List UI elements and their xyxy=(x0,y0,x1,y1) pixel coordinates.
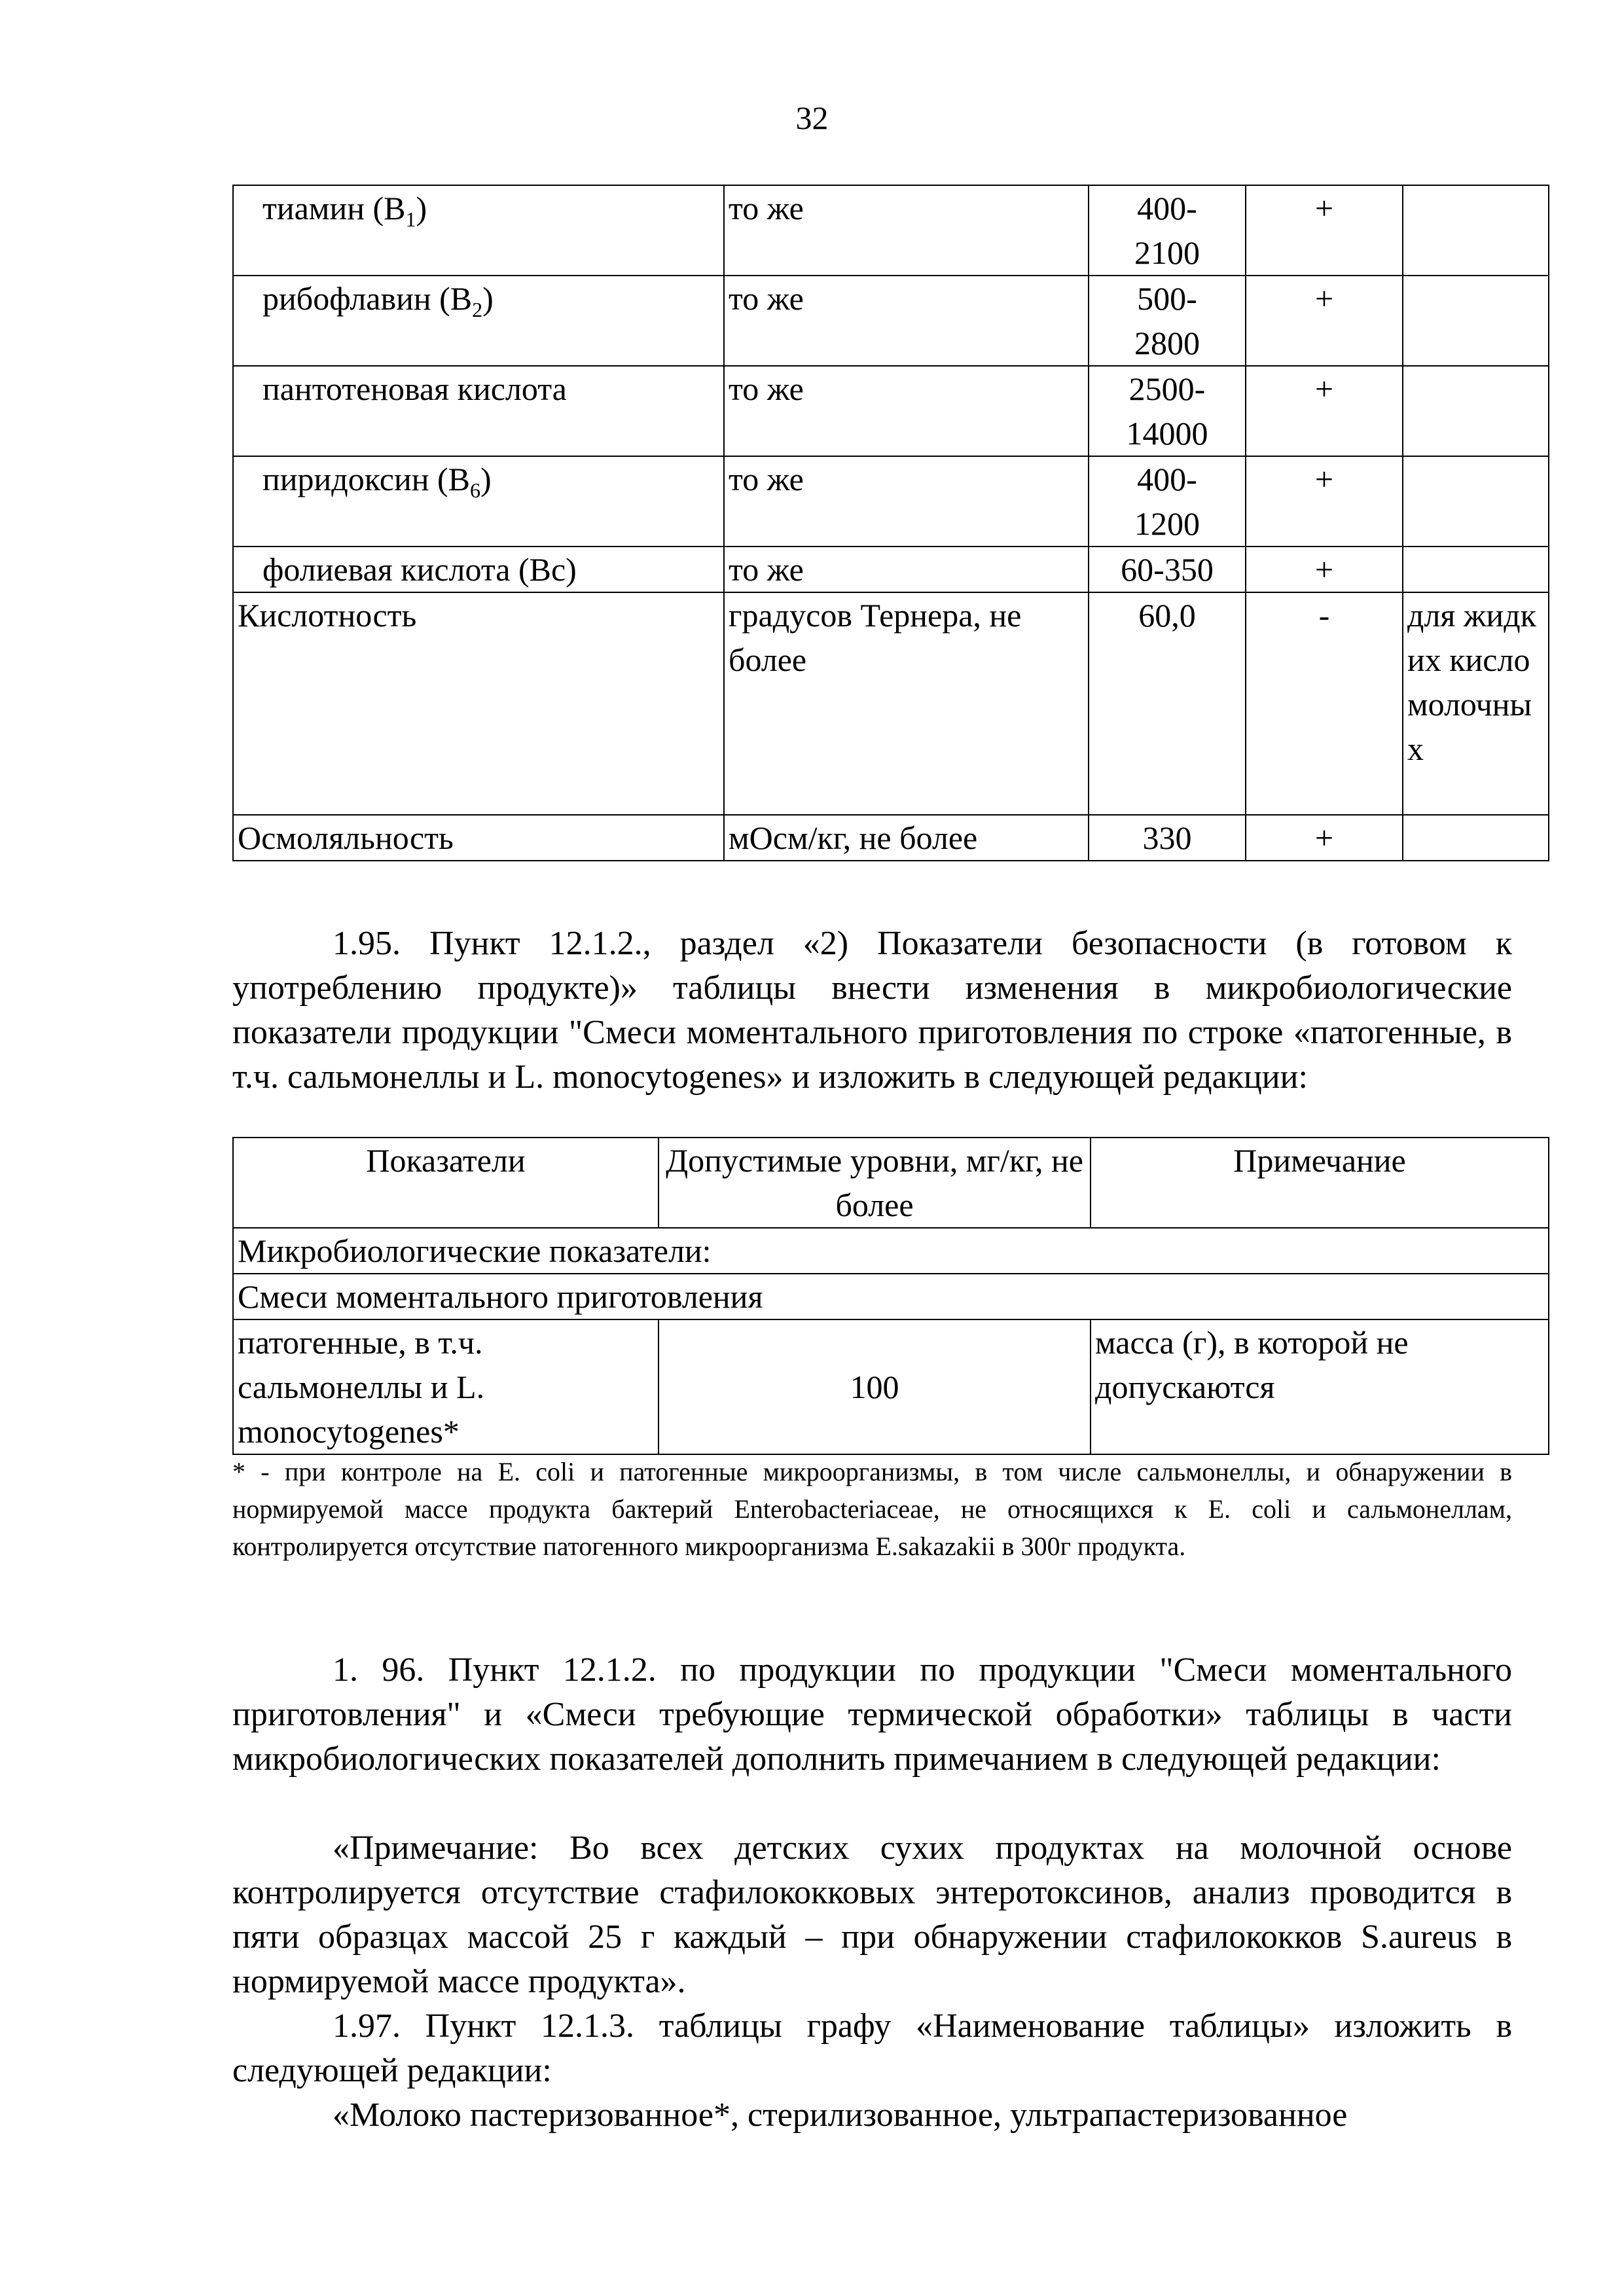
note-1-96: «Примечание: Во всех детских сухих продуктах на молочной основе контролируется отсутствие стафилококковых энтеротоксинов, анализ проводится в пяти образцах массой 25 г каждый – при обнаружении стафилококков S.aureus в нормируемой массе продукта». xyxy=(232,1829,1512,2000)
section-microbiological: Микробиологические показатели: xyxy=(233,1228,1549,1274)
indicator-suffix: ) xyxy=(416,190,427,226)
row-value: 2500- 14000 xyxy=(1089,366,1246,456)
indicator-name: фолиевая кислота (Bс) xyxy=(262,551,577,588)
row-note xyxy=(1403,815,1549,861)
paragraph-1-97: 1.97. Пункт 12.1.3. таблицы графу «Наименование таблицы» изложить в следующей редакции: xyxy=(232,2007,1512,2089)
row-pathogens-name: патогенные, в т.ч. сальмонеллы и L. monocytogenes* xyxy=(233,1319,659,1454)
row-value: 60-350 xyxy=(1089,547,1246,592)
table-row xyxy=(233,592,1549,815)
row-value: 60,0 xyxy=(1089,592,1246,815)
indicator-name: Кислотность xyxy=(238,597,417,634)
microbiology-table xyxy=(232,1137,1549,1455)
row-mark: + xyxy=(1246,456,1403,547)
row-note xyxy=(1403,456,1549,547)
subsection-instant-mixtures: Смеси моментального приготовления xyxy=(233,1274,1549,1319)
header-indicators: Показатели xyxy=(233,1138,659,1228)
row-unit: то же xyxy=(724,366,1089,456)
row-note xyxy=(1403,547,1549,592)
paragraph-1-95: 1.95. Пункт 12.1.2., раздел «2) Показатели безопасности (в готовом к употреблению продукте)» таблицы внести изменения в микробиологические показатели продукции "Смеси моментального приготовления по строке «патогенные, в т.ч. сальмонеллы и L. monocytogenes» и изложить в следующей редакции: xyxy=(232,925,1512,1096)
table-row xyxy=(233,815,1549,861)
row-indicator xyxy=(233,592,724,815)
indicator-name: пантотеновая кислота xyxy=(262,370,567,407)
row-unit: мОсм/кг, не более xyxy=(724,815,1089,861)
indicator-suffix: ) xyxy=(480,461,492,497)
header-note: Примечание xyxy=(1091,1138,1549,1228)
indicator-name: рибофлавин (B xyxy=(262,280,473,317)
row-pathogens-note: масса (г), в которой не допускаются xyxy=(1091,1319,1549,1454)
row-indicator xyxy=(233,185,724,276)
row-indicator xyxy=(233,276,724,366)
row-note xyxy=(1403,185,1549,276)
table-row xyxy=(233,366,1549,456)
row-pathogens-value: 100 xyxy=(659,1319,1091,1454)
table-row xyxy=(233,547,1549,592)
row-mark: + xyxy=(1246,366,1403,456)
header-allowed-levels: Допустимые уровни, мг/кг, не более xyxy=(659,1138,1091,1228)
row-unit: то же xyxy=(724,547,1089,592)
row-unit: то же xyxy=(724,456,1089,547)
table-row xyxy=(233,276,1549,366)
indicator-subscript: 6 xyxy=(469,478,480,502)
row-indicator xyxy=(233,815,724,861)
row-value: 330 xyxy=(1089,815,1246,861)
row-value: 400- 2100 xyxy=(1089,185,1246,276)
row-mark: + xyxy=(1246,276,1403,366)
row-mark: + xyxy=(1246,815,1403,861)
indicator-name: тиамин (B xyxy=(262,190,406,226)
row-note: для жидких кисломолочных xyxy=(1403,592,1549,815)
paragraph-1-96: 1. 96. Пункт 12.1.2. по продукции по продукции "Смеси моментального приготовления" и «Смеси требующие термической обработки» таблицы в части микробиологических показателей дополнить примечанием в следующей редакции: xyxy=(232,1651,1512,1778)
row-mark: + xyxy=(1246,185,1403,276)
indicator-suffix: ) xyxy=(482,280,494,317)
footnote: * - при контроле на E. coli и патогенные микроорганизмы, в том числе сальмонеллы, и обнаружении в нормируемой массе продукта бактерий Enterobacteriaceae, не относящихся к E. coli и сальмонеллам, контролируется отсутствие патогенного микроорганизма E.sakazakii в 300г продукта. xyxy=(232,1457,1512,1561)
vitamins-table xyxy=(232,185,1549,861)
row-unit: градусов Тернера, не более xyxy=(724,592,1089,815)
paragraph-1-97-text: «Молоко пастеризованное*, стерилизованное, ультрапастеризованное xyxy=(333,2096,1348,2134)
indicator-name: пиридоксин (B xyxy=(262,461,470,497)
row-mark: + xyxy=(1246,547,1403,592)
indicator-subscript: 2 xyxy=(472,298,483,321)
page-number: 32 xyxy=(795,99,829,136)
row-unit: то же xyxy=(724,185,1089,276)
row-indicator xyxy=(233,366,724,456)
table-row xyxy=(233,185,1549,276)
row-note xyxy=(1403,366,1549,456)
indicator-name: Осмоляльность xyxy=(238,819,454,856)
row-value: 400- 1200 xyxy=(1089,456,1246,547)
row-mark: - xyxy=(1246,592,1403,815)
table-row xyxy=(233,456,1549,547)
row-unit: то же xyxy=(724,276,1089,366)
row-value: 500- 2800 xyxy=(1089,276,1246,366)
indicator-subscript: 1 xyxy=(405,207,416,231)
row-note xyxy=(1403,276,1549,366)
row-indicator xyxy=(233,547,724,592)
row-indicator xyxy=(233,456,724,547)
